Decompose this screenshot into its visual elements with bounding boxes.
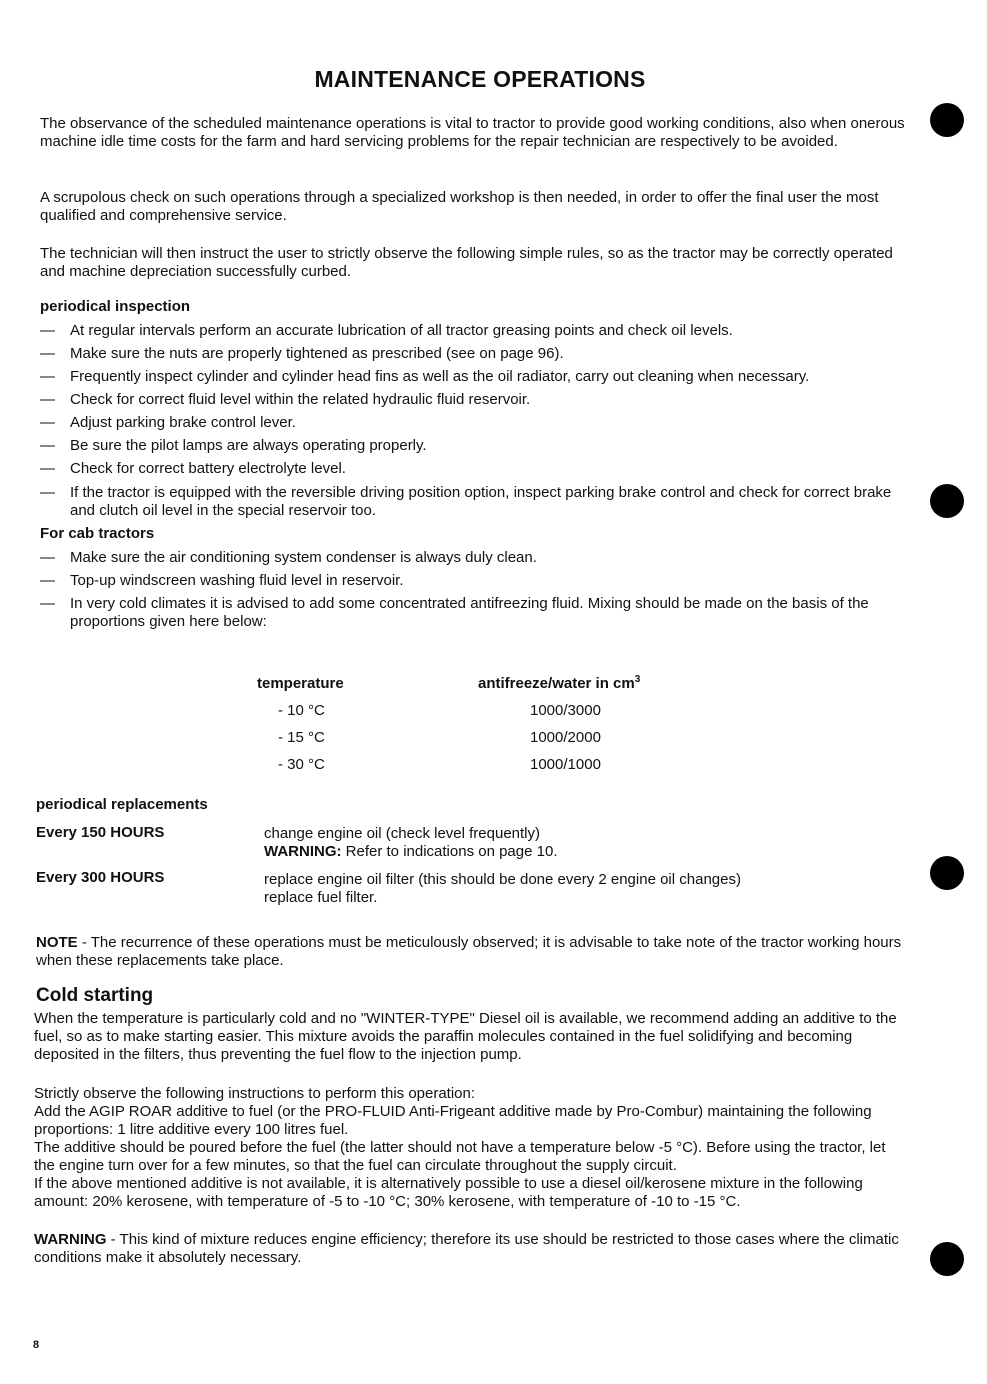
cab-tractors-heading: For cab tractors	[40, 525, 155, 542]
inspection-item: — Make sure the nuts are properly tightened as prescribed (see on page 96).	[40, 345, 564, 362]
table-cell-ratio: 1000/2000	[530, 729, 601, 746]
replacement-details: replace engine oil filter (this should be done every 2 engine oil changes) replace fuel filter.	[264, 871, 741, 906]
page-number: 8	[33, 1339, 40, 1351]
inspection-item: — Be sure the pilot lamps are always operating properly.	[40, 437, 427, 454]
periodical-inspection-heading: periodical inspection	[40, 298, 191, 315]
note-paragraph: NOTE - The recurrence of these operations must be meticulously observed; it is advisable to take note of the tractor working hours when these replacements take place.	[36, 934, 902, 969]
inspection-item: — At regular intervals perform an accurate lubrication of all tractor greasing points and check oil levels.	[40, 322, 733, 339]
punch-hole-icon	[930, 1242, 964, 1276]
table-cell-temperature: - 10 °C	[278, 702, 325, 719]
inspection-item: — If the tractor is equipped with the reversible driving position option, inspect parking brake control and check for correct brake and clutch oil level in the special reservoir too.	[40, 484, 892, 519]
inspection-item: — Check for correct fluid level within the related hydraulic fluid reservoir.	[40, 391, 531, 408]
intro-paragraph-2: A scrupolous check on such operations through a specialized workshop is then needed, in order to offer the final user the most qualified and comprehensive service.	[40, 189, 879, 224]
intro-paragraph-1: The observance of the scheduled maintenance operations is vital to tractor to provide good working conditions, also when onerous machine idle time costs for the farm and hard servicing problems for the repair technician are respectively to be avoided.	[40, 115, 905, 150]
inspection-item: — Check for correct battery electrolyte level.	[40, 460, 346, 477]
replacement-interval-label: Every 300 HOURS	[36, 869, 165, 886]
replacement-interval-label: Every 150 HOURS	[36, 824, 165, 841]
cold-starting-paragraph-1: When the temperature is particularly cold and no "WINTER-TYPE" Diesel oil is available, we recommend adding an additive to the fuel, so as to make starting easier. This mixture avoids the paraffin molecules contained in the fuel solidifying and becoming deposited in the filters, thus preventing the fuel flow to the injection pump.	[34, 1010, 897, 1063]
page-title: MAINTENANCE OPERATIONS	[314, 66, 646, 92]
punch-hole-icon	[930, 103, 964, 137]
warning-paragraph: WARNING - This kind of mixture reduces engine efficiency; therefore its use should be restricted to those cases where the climatic conditions make it absolutely necessary.	[34, 1231, 899, 1266]
intro-paragraph-3: The technician will then instruct the user to strictly observe the following simple rules, so as the tractor may be correctly operated and machine depreciation successfully curbed.	[40, 245, 893, 280]
inspection-item: — Adjust parking brake control lever.	[40, 414, 296, 431]
table-cell-ratio: 1000/1000	[530, 756, 601, 773]
cab-item: — Top-up windscreen washing fluid level in reservoir.	[40, 572, 404, 589]
cab-item: — In very cold climates it is advised to add some concentrated antifreezing fluid. Mixing should be made on the basis of the proportions given here below:	[40, 595, 869, 630]
periodical-replacements-heading: periodical replacements	[36, 796, 208, 813]
replacement-details: change engine oil (check level frequently) WARNING: Refer to indications on page 10.	[264, 825, 558, 860]
punch-hole-icon	[930, 484, 964, 518]
cold-starting-paragraph-2: Strictly observe the following instructions to perform this operation: Add the AGIP ROAR additive to fuel (or the PRO-FLUID Anti-Frigeant additive made by Pro-Combur) maintaining the following proportions: 1 litre additive every 100 litres fuel. The additive should be poured before the fuel (the latter should not have a temperature below -5 °C). Before using the tractor, let the engine turn over for a few minutes, so that the fuel can circulate throughout the supply circuit. If the above mentioned additive is not available, it is alternatively possible to use a diesel oil/kerosene mixture in the following amount: 20% kerosene, with temperature of -5 to -10 °C; 30% kerosene, with temperature of -10 to -15 °C.	[34, 1085, 886, 1210]
table-cell-temperature: - 15 °C	[278, 729, 325, 746]
cold-starting-heading: Cold starting	[36, 985, 154, 1006]
table-header-temperature: temperature	[257, 675, 344, 692]
punch-hole-icon	[930, 856, 964, 890]
cab-item: — Make sure the air conditioning system condenser is always duly clean.	[40, 549, 537, 566]
table-header-ratio: antifreeze/water in $cm^3$	[478, 674, 641, 692]
table-cell-ratio: 1000/3000	[530, 702, 601, 719]
table-cell-temperature: - 30 °C	[278, 756, 325, 773]
inspection-item: — Frequently inspect cylinder and cylinder head fins as well as the oil radiator, carry out cleaning when necessary.	[40, 368, 810, 385]
